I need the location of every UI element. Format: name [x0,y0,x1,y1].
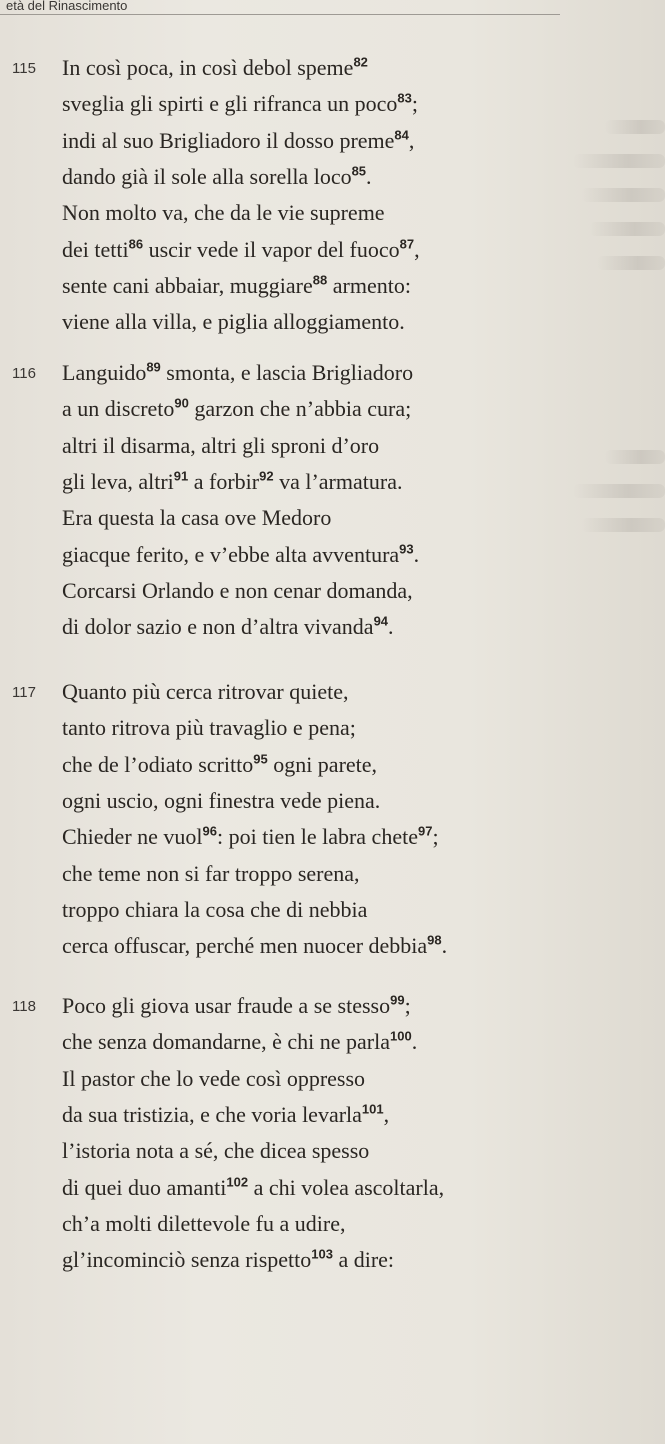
verse-text: troppo chiara la cosa che di nebbia [62,896,368,922]
bleed-through-shadow [597,256,665,270]
verse-line [62,819,439,855]
verse-text: Corcarsi Orlando e non cenar domanda, [62,577,413,603]
footnote-marker: 96 [202,823,217,839]
verse-text: , [383,1101,390,1127]
stanza-number: 116 [12,365,36,382]
verse-line [62,1242,394,1278]
verse-text: dei tetti [62,236,129,262]
bleed-through-shadow [589,222,665,236]
verse-text: viene alla villa, e piglia alloggiamento. [62,309,405,335]
verse-text: che teme non si far troppo serena, [62,860,360,886]
stanza-number: 117 [12,684,36,701]
verse-text: di dolor sazio e non d’altra vivanda [62,614,374,640]
footnote-marker: 90 [174,395,189,411]
verse-text: ogni parete, [267,751,378,777]
verse-text: ogni uscio, ogni finestra vede piena. [62,787,381,813]
verse-text: dando già il sole alla sorella loco [62,163,352,189]
verse-text: Poco gli giova usar fraude a se stesso [62,993,391,1018]
verse-line [62,268,411,304]
verse-line [62,1206,345,1242]
verse-text: , [408,127,415,153]
verse-line [62,609,394,645]
footnote-marker: 100 [390,1028,412,1044]
bleed-through-shadow [605,120,665,134]
verse-line [62,1170,444,1206]
verse-line [62,1133,369,1169]
verse-text: cerca offuscar, perché men nuocer debbia [62,933,428,959]
bleed-through-shadow [581,518,665,532]
running-header: età del Rinascimento [6,0,128,13]
verse-text: . [366,163,372,189]
verse-line [62,123,414,159]
verse-text: . [413,541,420,567]
footnote-marker: 95 [253,751,268,767]
footnote-marker: 103 [311,1246,333,1262]
verse-text: da sua tristizia, e che voria levarla [62,1101,362,1127]
bleed-through-shadow [605,450,665,464]
verse-text: Il pastor che lo vede così oppresso [62,1065,366,1091]
footnote-marker: 101 [361,1101,384,1117]
footnote-marker: 87 [399,236,415,252]
verse-line [62,304,405,340]
verse-text: altri il disarma, altri gli sproni d’oro [62,432,380,458]
verse-text: . [411,1029,418,1055]
verse-text: , [414,236,420,262]
footnote-marker: 98 [427,932,442,948]
footnote-marker: 86 [128,236,144,252]
verse-text: smonta, e lascia Brigliadoro [160,360,414,385]
verse-text: di quei duo amanti [62,1174,227,1200]
footnote-marker: 83 [397,90,412,106]
verse-text: a forbir [188,468,260,494]
footnote-marker: 93 [399,541,414,557]
footnote-marker: 82 [353,54,368,70]
verse-line [62,892,367,928]
verse-line [62,195,385,231]
verse-line [62,988,411,1024]
verse-text: Era questa la casa ove Medoro [62,505,332,531]
verse-line [62,856,360,892]
bleed-through-shadow [573,484,665,498]
footnote-marker: 97 [417,823,433,839]
verse-line [62,428,379,464]
verse-text: sveglia gli spirti e gli rifranca un poco [62,91,398,117]
footnote-marker: 84 [394,127,409,143]
verse-text: In così poca, in così debol speme [62,55,354,80]
verse-line [62,355,413,391]
verse-line [62,464,402,500]
verse-text: tanto ritrova più travaglio e pena; [62,715,356,741]
verse-line [62,391,411,427]
verse-text: uscir vede il vapor del fuoco [143,236,400,262]
verse-line [62,674,348,710]
verse-text: a dire: [332,1247,395,1273]
footnote-marker: 85 [351,163,367,179]
footnote-marker: 91 [173,468,189,484]
verse-text: Non molto va, che da le vie supreme [62,200,385,226]
verse-text: . [388,614,394,640]
verse-text: garzon che n’abbia cura; [188,396,412,422]
verse-text: a un discreto [62,396,175,422]
verse-line [62,1024,417,1060]
verse-line [62,86,418,122]
verse-line [62,500,331,536]
verse-line [62,747,377,783]
verse-text: Quanto più cerca ritrovar quiete, [62,679,349,704]
verse-text: a chi volea ascoltarla, [248,1174,445,1200]
verse-text: gli leva, altri [62,468,174,494]
verse-text: va l’armatura. [273,468,403,494]
verse-text: Languido [62,360,147,385]
verse-text: che senza domandarne, è chi ne parla [62,1029,390,1055]
verse-line [62,710,356,746]
verse-text: ; [404,993,411,1018]
verse-text: . [441,933,448,959]
bleed-through-shadow [573,154,665,168]
verse-line [62,50,368,86]
footnote-marker: 99 [390,992,405,1008]
verse-line [62,537,419,573]
verse-text: sente cani abbaiar, muggiare [62,272,313,298]
verse-line [62,159,372,195]
verse-line [62,573,413,609]
verse-line [62,1061,365,1097]
stanza-number: 118 [12,998,36,1015]
verse-text: ; [411,91,418,117]
verse-text: ch’a molti dilettevole fu a udire, [62,1210,346,1236]
header-rule [0,14,560,15]
verse-line [62,928,447,964]
verse-line [62,783,380,819]
stanza-number: 115 [12,60,36,77]
verse-line [62,1097,389,1133]
verse-line [62,232,420,268]
verse-text: ; [432,824,439,850]
verse-text: gl’incominciò senza rispetto [62,1247,312,1273]
verse-text: che de l’odiato scritto [62,751,254,777]
verse-text: giacque ferito, e v’ebbe alta avventura [62,541,400,567]
footnote-marker: 88 [312,272,328,288]
footnote-marker: 92 [259,468,274,484]
verse-text: indi al suo Brigliadoro il dosso preme [62,127,395,153]
footnote-marker: 102 [226,1174,249,1190]
verse-text: l’istoria nota a sé, che dicea spesso [62,1138,370,1164]
footnote-marker: 89 [146,359,161,375]
verse-text: armento: [327,272,411,298]
verse-text: Chieder ne vuol [62,824,203,850]
footnote-marker: 94 [373,613,389,629]
bleed-through-shadow [581,188,665,202]
verse-text: : poi tien le labra chete [217,824,418,850]
